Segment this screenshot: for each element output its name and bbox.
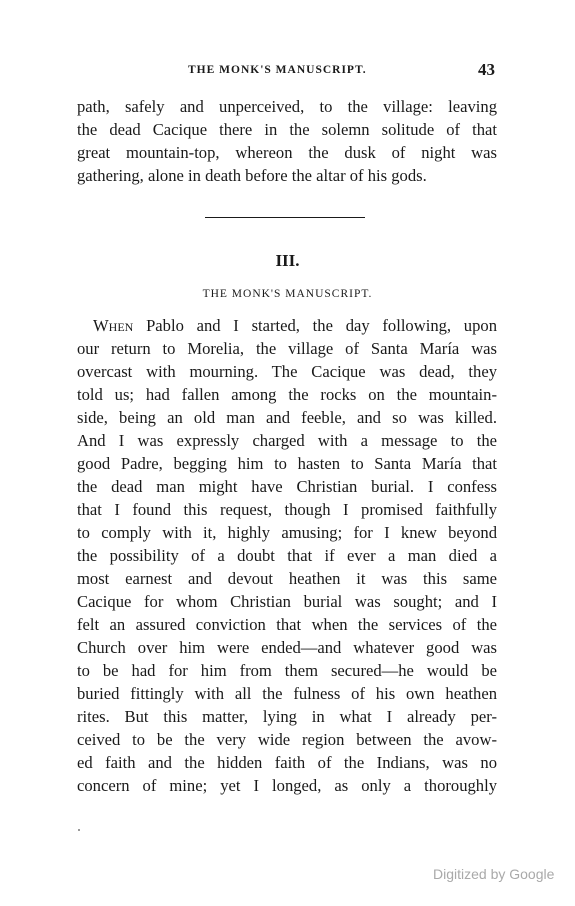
main-paragraph xyxy=(77,314,497,797)
text-line: ceived to be the very wide region between the avow- xyxy=(77,730,497,749)
text-line: ed faith and the hidden faith of the Indians, was no xyxy=(77,753,497,772)
text-line: told us; had fallen among the rocks on the mountain- xyxy=(77,385,497,404)
text-line: felt an assured conviction that when the services of the xyxy=(77,615,497,634)
opening-paragraph xyxy=(77,95,497,187)
text-line: concern of mine; yet I longed, as only a thoroughly xyxy=(77,776,497,795)
digitization-watermark: Digitized by Google xyxy=(433,866,555,882)
text-line: good Padre, begging him to hasten to Santa María that xyxy=(77,454,497,473)
text-line: And I was expressly charged with a message to the xyxy=(77,431,497,450)
text-line: the dead man might have Christian burial. I confess xyxy=(77,477,497,496)
text-line: to comply with it, highly amusing; for I knew beyond xyxy=(77,523,497,542)
running-head: THE MONK'S MANUSCRIPT. xyxy=(188,64,367,76)
text-line: Church over him were ended—and whatever good was xyxy=(77,638,497,657)
text-line: overcast with mourning. The Cacique was dead, they xyxy=(77,362,497,381)
section-divider xyxy=(205,217,365,218)
text-line: Cacique for whom Christian burial was sought; and I xyxy=(77,592,497,611)
section-numeral: III. xyxy=(275,251,300,270)
text-line: side, being an old man and feeble, and so was killed. xyxy=(77,408,497,427)
text-line: buried fittingly with all the fulness of his own heathen xyxy=(77,684,497,703)
section-title: THE MONK'S MANUSCRIPT. xyxy=(202,288,373,300)
text-line: the possibility of a doubt that if ever a man died a xyxy=(77,546,497,565)
text-line-first xyxy=(77,314,497,337)
text-line: our return to Morelia, the village of Santa María was xyxy=(77,339,497,358)
text-line: the dead Cacique there in the solemn solitude of that xyxy=(77,120,497,139)
text-line: great mountain-top, whereon the dusk of night was xyxy=(77,143,497,162)
text-line: most earnest and devout heathen it was this same xyxy=(77,569,497,588)
drop-word: When xyxy=(93,316,134,335)
text-line: gathering, alone in death before the altar of his gods. xyxy=(77,166,427,185)
text-line: path, safely and unperceived, to the village: leaving xyxy=(77,97,497,116)
first-line-text: Pablo and I started, the day following, upon xyxy=(133,316,497,335)
text-line: rites. But this matter, lying in what I already per- xyxy=(77,707,497,726)
text-line: to be had for him from them secured—he would be xyxy=(77,661,497,680)
page-number: 43 xyxy=(478,60,495,79)
paper-speck xyxy=(78,829,80,831)
text-line: that I found this request, though I promised faithfully xyxy=(77,500,497,519)
